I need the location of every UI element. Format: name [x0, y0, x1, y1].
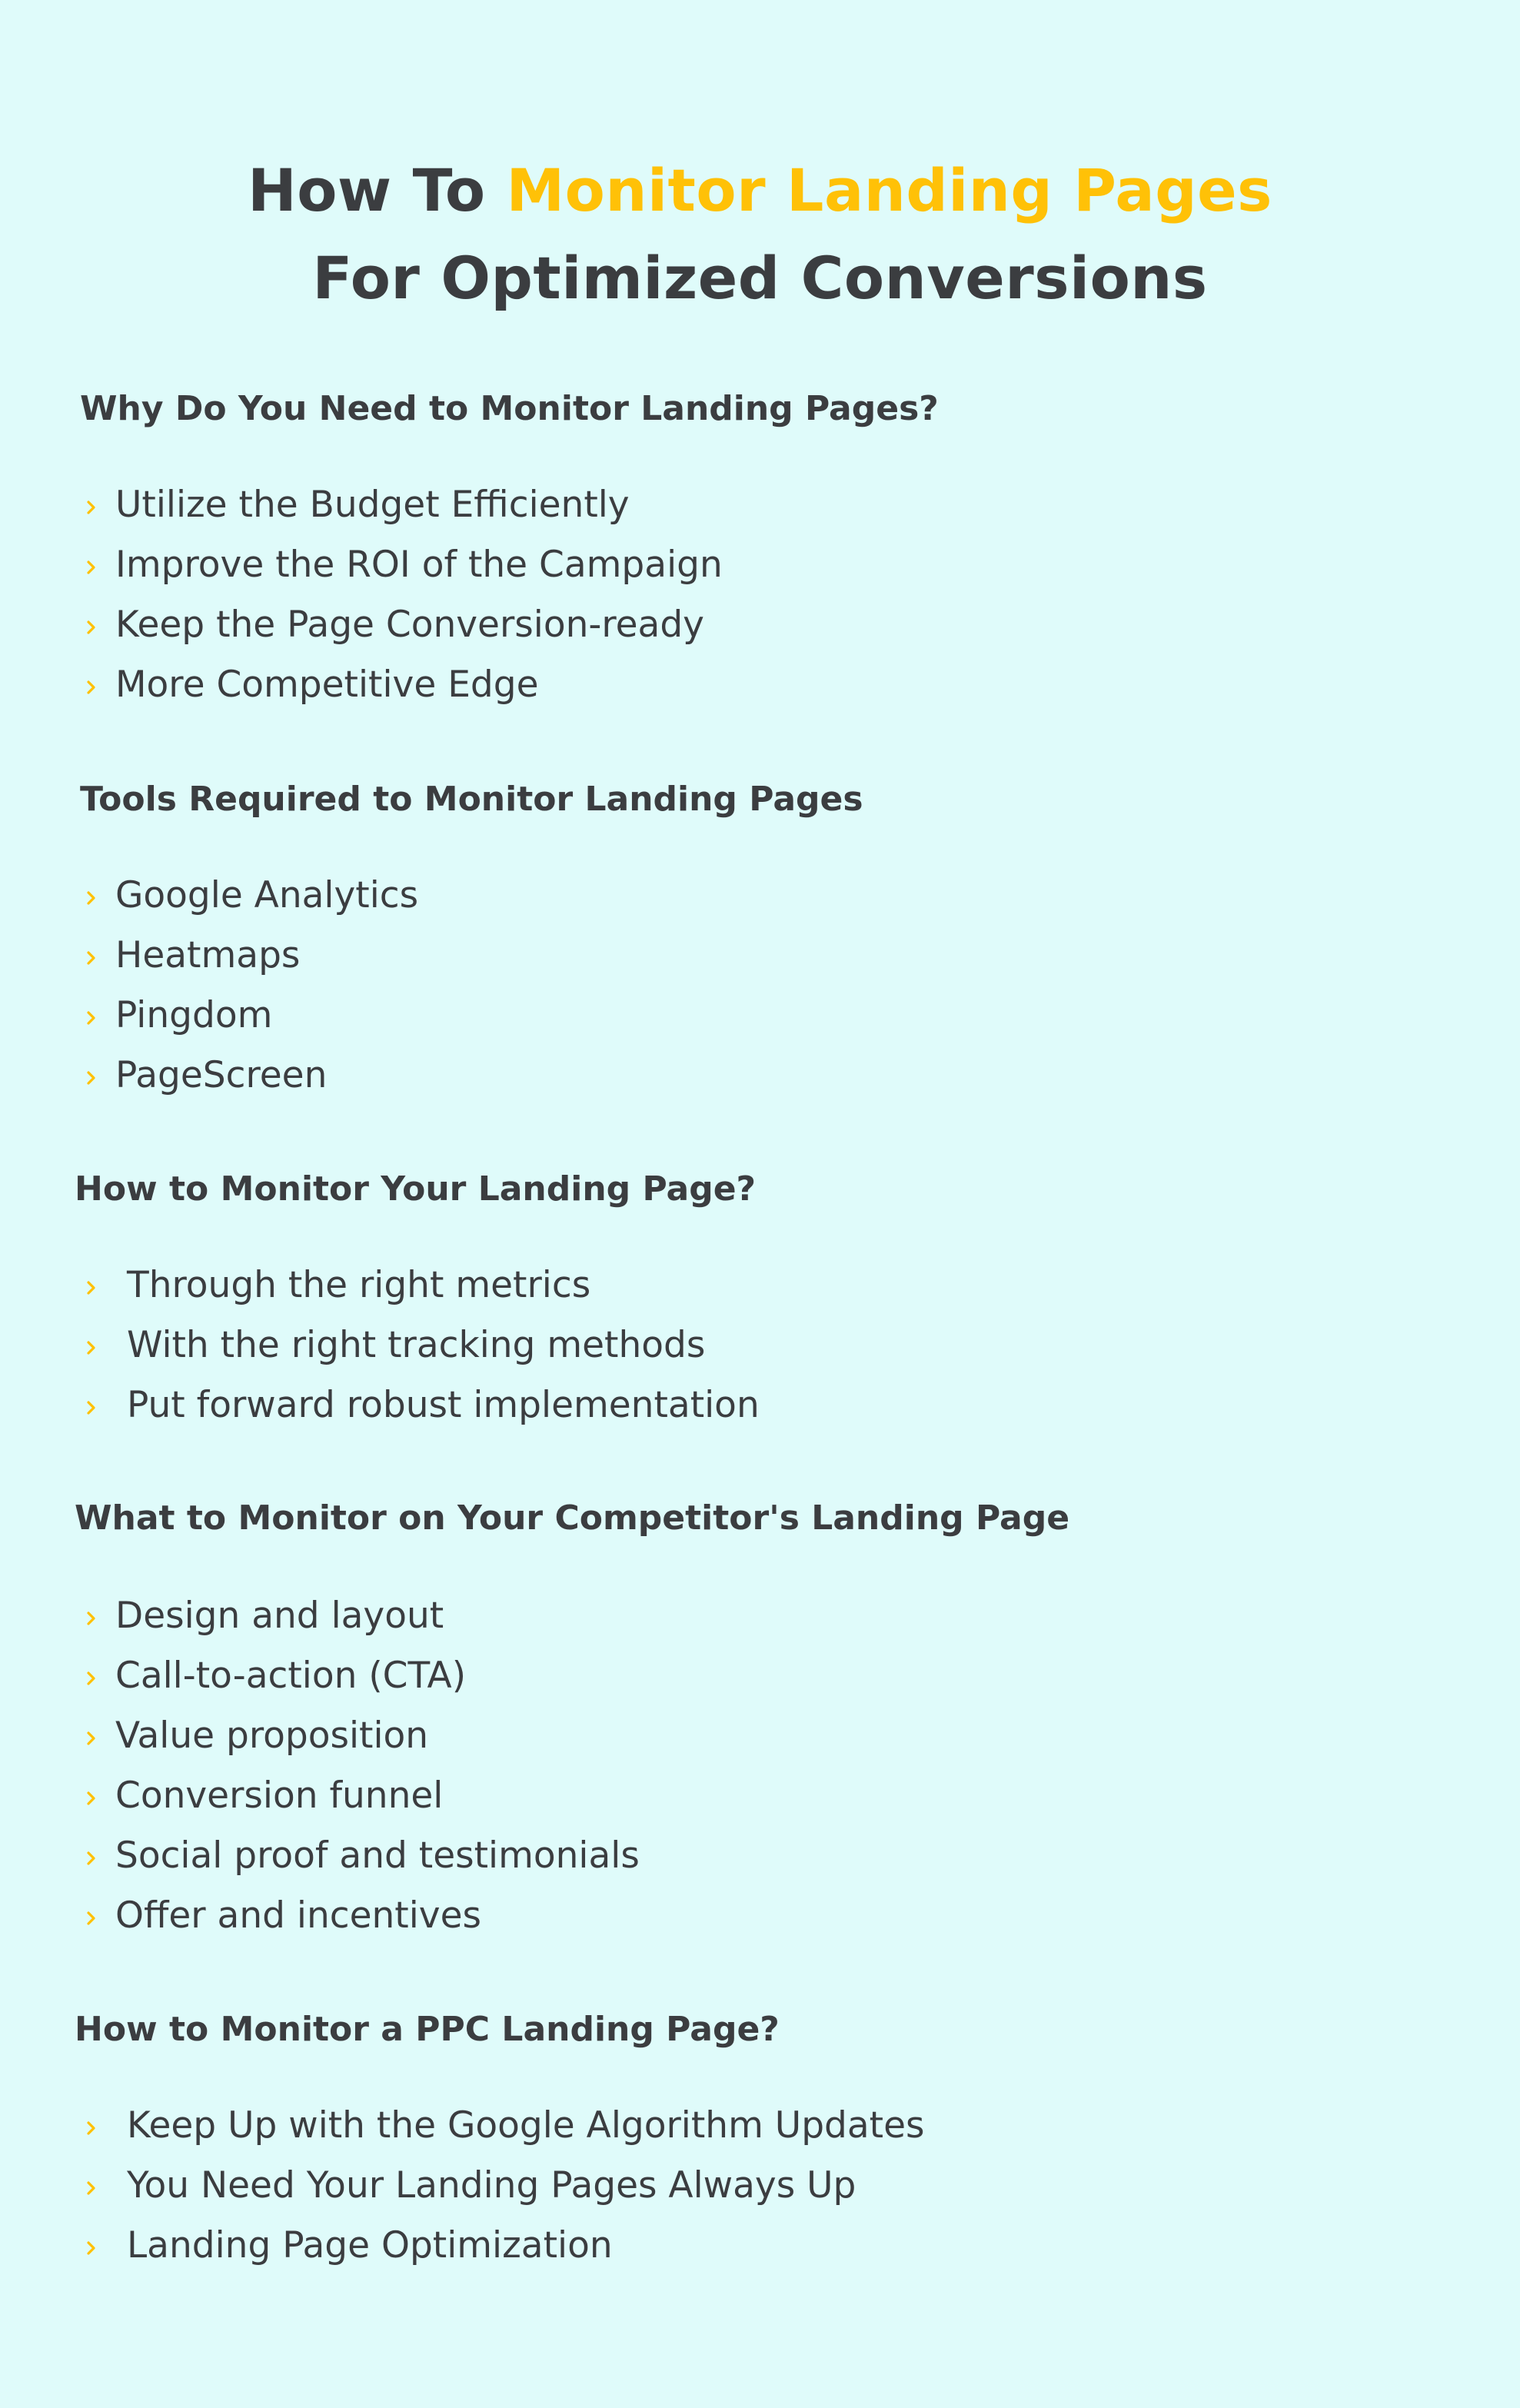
list-item-label: Google Analytics [115, 874, 419, 916]
chevron-right-icon [80, 1907, 103, 1930]
chevron-right-icon [80, 1607, 103, 1630]
chevron-right-icon [80, 556, 103, 579]
list-item-label: Keep the Page Conversion-ready [115, 604, 704, 646]
list-item-label: Social proof and testimonials [115, 1834, 640, 1877]
section-heading: Tools Required to Monitor Landing Pages [80, 780, 863, 819]
list-item-label: Conversion funnel [115, 1774, 444, 1817]
chevron-right-icon [80, 1276, 103, 1299]
list-item-label: Keep Up with the Google Algorithm Updates [127, 2104, 925, 2147]
list-item-label: PageScreen [115, 1054, 328, 1096]
section-heading: What to Monitor on Your Competitor's Landing Page [75, 1498, 1070, 1538]
chevron-right-icon [80, 496, 103, 519]
chevron-right-icon [80, 1006, 103, 1029]
list-item-label: More Competitive Edge [115, 664, 539, 706]
list-item-label: Value proposition [115, 1715, 429, 1757]
section-heading: Why Do You Need to Monitor Landing Pages? [80, 389, 939, 428]
chevron-right-icon [80, 1066, 103, 1089]
chevron-right-icon [80, 886, 103, 910]
section-heading: How to Monitor a PPC Landing Page? [75, 2010, 780, 2049]
title-line-2: For Optimized Conversions [312, 243, 1208, 312]
section-heading: How to Monitor Your Landing Page? [75, 1169, 757, 1209]
chevron-right-icon [80, 1727, 103, 1750]
list-item-label: Call-to-action (CTA) [115, 1655, 467, 1697]
list-item-label: You Need Your Landing Pages Always Up [127, 2164, 856, 2207]
chevron-right-icon [80, 1336, 103, 1359]
chevron-right-icon [80, 1667, 103, 1690]
chevron-right-icon [80, 1396, 103, 1419]
list-item-label: Landing Page Optimization [127, 2224, 613, 2267]
page-title [0, 147, 1520, 322]
list-item-label: Heatmaps [115, 934, 301, 976]
chevron-right-icon [80, 1787, 103, 1810]
chevron-right-icon [80, 946, 103, 970]
title-prefix: How To [248, 155, 507, 225]
list-item-label: Put forward robust implementation [127, 1384, 760, 1426]
list-item-label: Offer and incentives [115, 1894, 482, 1937]
list-item-label: Utilize the Budget Efficiently [115, 484, 630, 526]
chevron-right-icon [80, 2177, 103, 2200]
chevron-right-icon [80, 2117, 103, 2140]
chevron-right-icon [80, 2237, 103, 2260]
list-item-label: Pingdom [115, 994, 273, 1036]
list-item-label: Through the right metrics [127, 1264, 591, 1306]
chevron-right-icon [80, 676, 103, 699]
list-item-label: Design and layout [115, 1595, 444, 1637]
chevron-right-icon [80, 616, 103, 639]
list-item-label: With the right tracking methods [127, 1324, 706, 1366]
list-item-label: Improve the ROI of the Campaign [115, 544, 723, 586]
chevron-right-icon [80, 1847, 103, 1870]
title-highlight: Monitor Landing Pages [506, 155, 1272, 225]
